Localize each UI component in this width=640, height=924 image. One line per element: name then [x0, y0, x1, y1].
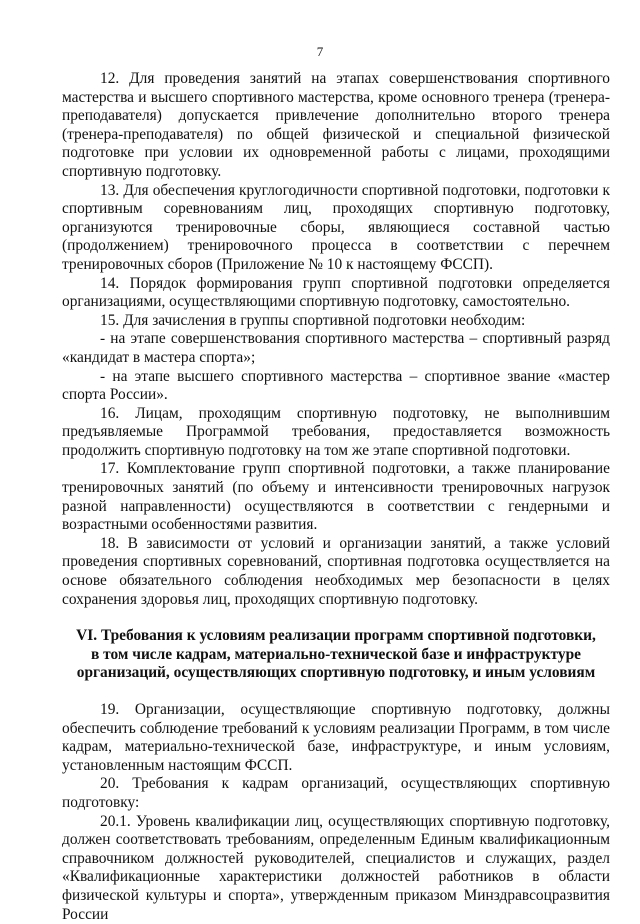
section-heading-line-1: VI. Требования к условиям реализации программ спортивной подготовки, [76, 627, 596, 645]
paragraph-20-1: 20.1. Уровень квалификации лиц, осуществляющих спортивную подготовку, должен соответствовать требованиям, определенным Единым квалификационным справочником должностей руководителей, специалистов и служащих, раздел «Квалификационные характеристики должностей работников в области физической культуры и спорта», утвержденным приказом Минздравсоцразвития России [62, 812, 610, 923]
page-number: 7 [316, 44, 324, 59]
document-body [62, 70, 610, 924]
paragraph-15-item-2: - на этапе высшего спортивного мастерства – спортивное звание «мастер спорта России». [62, 367, 610, 404]
section-heading-line-2: в том числе кадрам, материально-технической базе и инфраструктуре [91, 645, 581, 663]
paragraph-18: 18. В зависимости от условий и организации занятий, а также условий проведения спортивных соревнований, спортивная подготовка осуществляется на основе обязательного соблюдения необходимых мер безопасности в целях сохранения здоровья лиц, проходящих спортивную подготовку. [62, 534, 610, 608]
section-heading [62, 627, 610, 683]
paragraph-13: 13. Для обеспечения круглогодичности спортивной подготовки, подготовки к спортивным соревнованиям лиц, проходящих спортивную подготовку, организуются тренировочные сборы, являющиеся составной частью (продолжением) тренировочного процесса в соответствии с перечнем тренировочных сборов (Приложение № 10 к настоящему ФССП). [62, 181, 610, 273]
paragraph-12: 12. Для проведения занятий на этапах совершенствования спортивного мастерства и высшего спортивного мастерства, кроме основного тренера (тренера-преподавателя) допускается привлечение дополнительно второго тренера (тренера-преподавателя) по общей физической и специальной физической подготовке при условии их одновременной работы с лицами, проходящими спортивную подготовку. [62, 70, 610, 180]
section-heading-line-3: организаций, осуществляющих спортивную подготовку, и иным условиям [76, 664, 596, 682]
paragraph-20: 20. Требования к кадрам организаций, осуществляющих спортивную подготовку: [62, 775, 610, 811]
paragraph-19: 19. Организации, осуществляющие спортивную подготовку, должны обеспечить соблюдение требований к условиям реализации Программ, в том числе кадрам, материально-технической базе, инфраструктуре, и иным условиям, установленным настоящим ФССП. [62, 701, 610, 774]
paragraph-15: 15. Для зачисления в группы спортивной подготовки необходим: [100, 311, 526, 329]
paragraph-17: 17. Комплектование групп спортивной подготовки, а также планирование тренировочных занятий (по объему и интенсивности тренировочных нагрузок разной направленности) осуществляются в соответствии с гендерными и возрастными особенностями развития. [62, 460, 610, 534]
paragraph-15-item-1: - на этапе совершенствования спортивного мастерства – спортивный разряд «кандидат в мастера спорта»; [62, 330, 610, 366]
paragraph-14: 14. Порядок формирования групп спортивной подготовки определяется организациями, осуществляющими спортивную подготовку, самостоятельно. [62, 274, 610, 311]
paragraph-16: 16. Лицам, проходящим спортивную подготовку, не выполнившим предъявляемые Программой требования, предоставляется возможность продолжить спортивную подготовку на том же этапе спортивной подготовки. [62, 404, 610, 459]
